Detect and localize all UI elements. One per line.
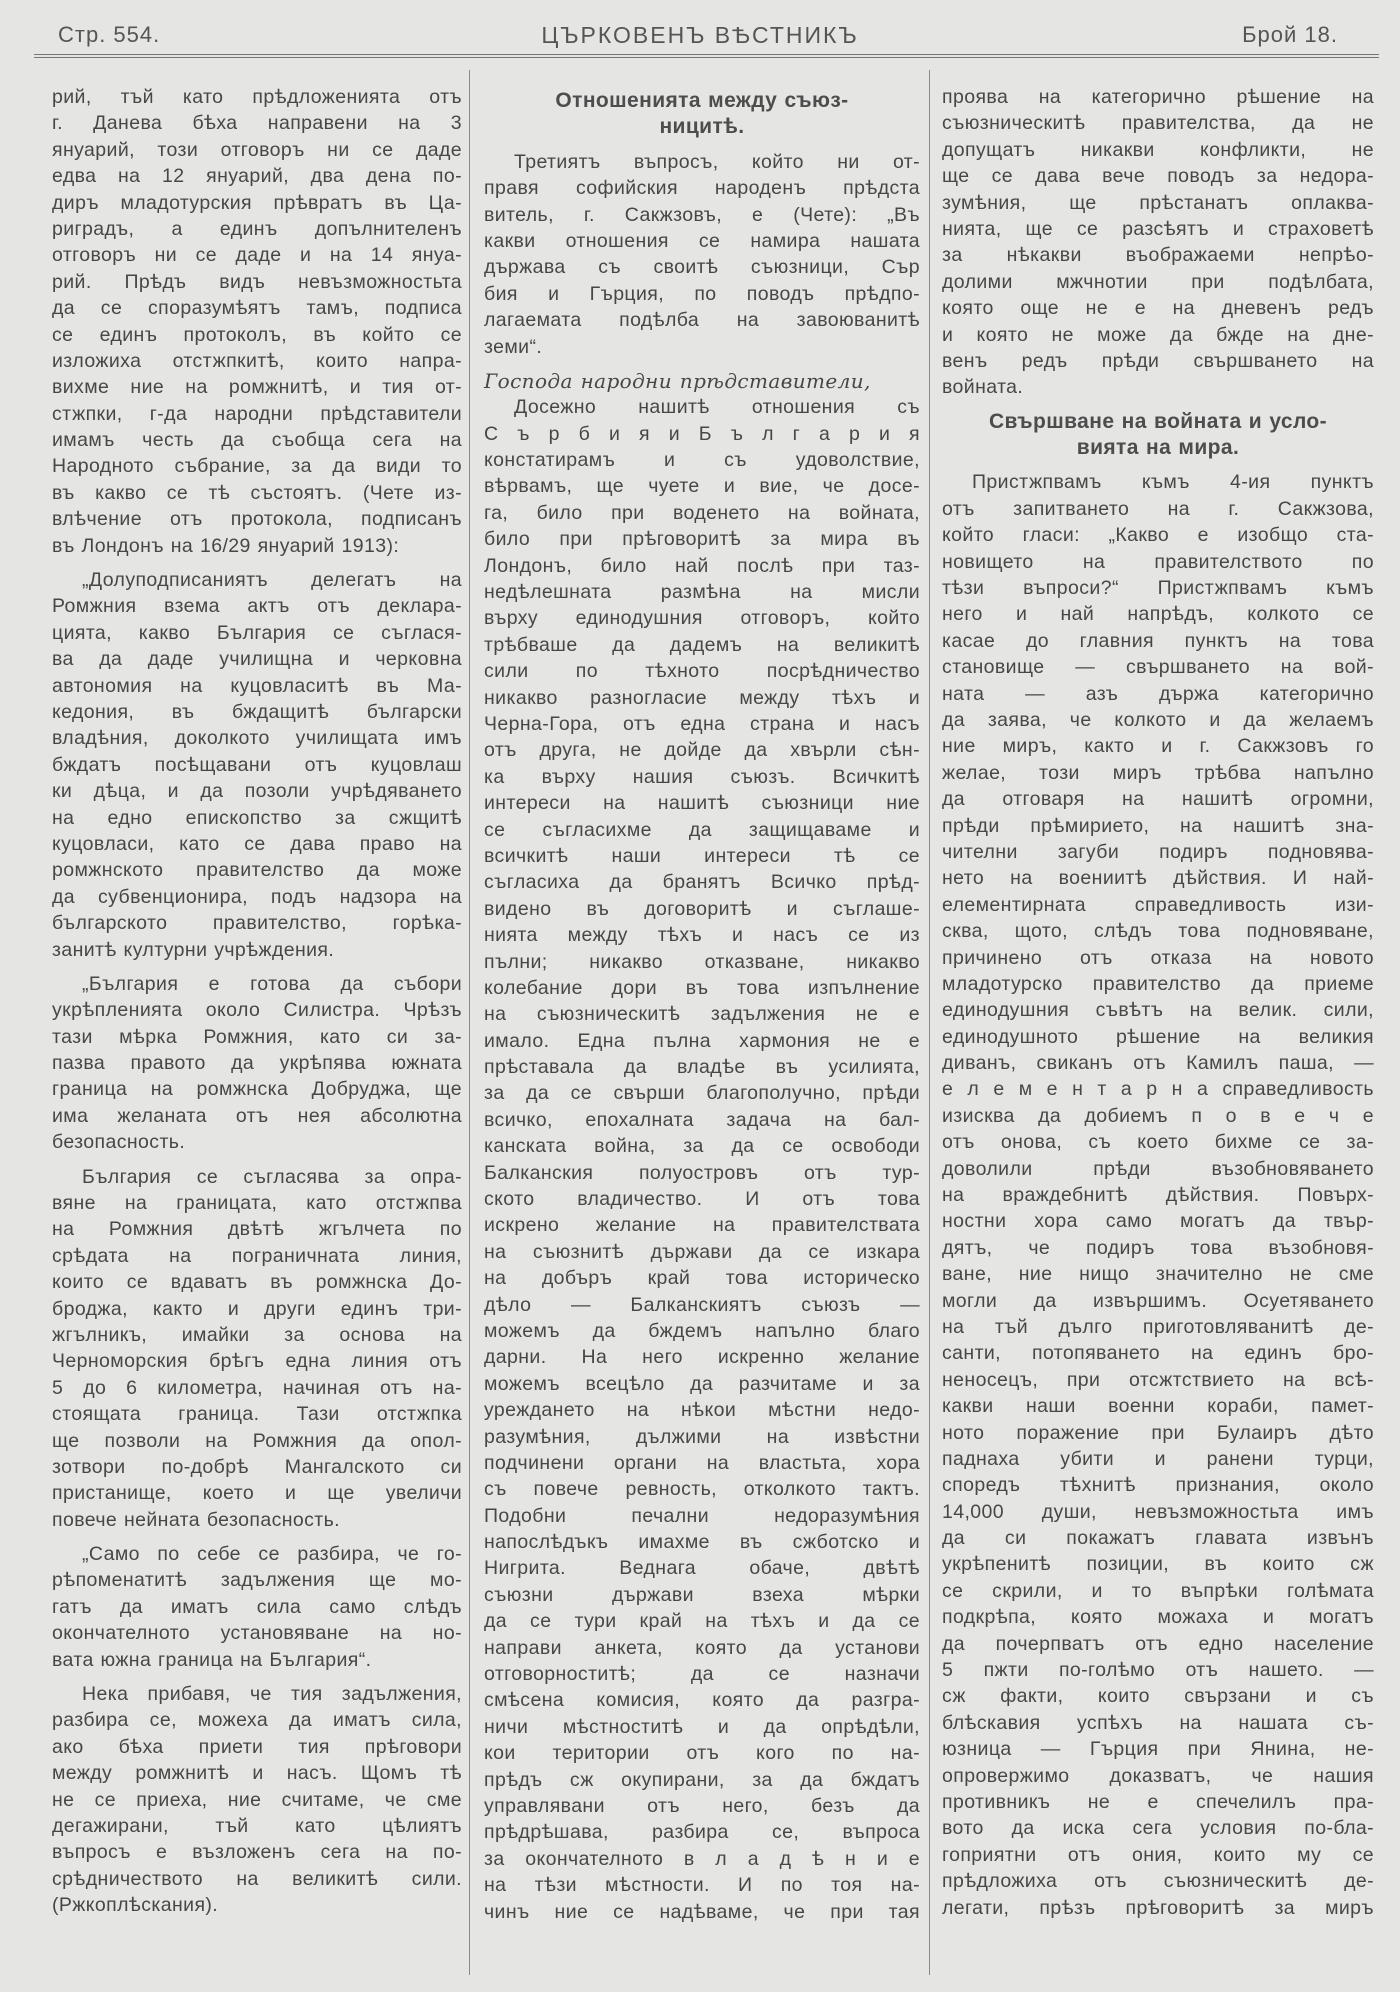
text-line: Отношенията между съюз- (555, 89, 849, 112)
text-line: стоящата граница. Тази отстжпка (52, 1403, 462, 1426)
text-line: за нѣкакви въображаеми непрѣо- (942, 244, 1374, 267)
paragraph (52, 971, 462, 1156)
article-heading (942, 409, 1374, 462)
text-line: рий. Прѣдъ видъ невъзможностьта (52, 270, 462, 293)
text-line: да се споразумѣятъ тамъ, подписа (52, 297, 462, 320)
text-line: лагаемата подѣлба на завоюванитѣ (484, 309, 920, 332)
text-line: противникъ не е спечелилъ пра- (942, 1791, 1374, 1813)
text-line: имамъ честь да съобща сега на (52, 429, 462, 452)
text-line: рѣпоменатитѣ задължения ще мо- (52, 1569, 462, 1592)
text-line: и която не може да бжде на дне- (942, 323, 1374, 346)
text-line: гоприятни отъ ония, които му се (942, 1843, 1374, 1866)
text-line: правя софийския народенъ прѣдста (484, 177, 920, 200)
text-line: ване, ние нищо значително не сме (942, 1263, 1374, 1286)
text-line: становище — свършването на вой- (942, 656, 1374, 679)
text-line: неносецъ, при отсжтствието на всѣ- (942, 1368, 1374, 1391)
text-line: отговоръ ни се даде и на 14 януа- (52, 244, 462, 267)
text-line: Третиятъ въпросъ, който ни от- (514, 150, 920, 173)
text-line: можемъ да бждемъ напълно благо (484, 1319, 920, 1342)
text-line: ромжнското правителство да може (52, 859, 462, 882)
text-line: не се приеха, ние считаме, че сме (52, 1788, 462, 1811)
text-line: ще се дава вече поводъ за недора- (942, 165, 1374, 188)
text-line: на тѣзи мѣстности. И по тоя на- (484, 1874, 920, 1897)
text-line: да отговаря на нашитѣ огромни, (942, 788, 1374, 811)
text-line: разбира се, можеха да иматъ сила, (52, 1709, 462, 1732)
text-line: ще позволи на Ромжния да опол- (52, 1429, 462, 1452)
newspaper-title: ЦЪРКОВЕНЪ ВѢСТНИКЪ (541, 22, 859, 48)
text-line: Пристжпвамъ къмъ 4-ия пунктъ (972, 471, 1374, 494)
text-line: доволили прѣди възобновяването (942, 1157, 1374, 1180)
text-line: вата южна граница на България“. (52, 1648, 372, 1671)
text-line: споредъ тѣхнитѣ признания, около (942, 1474, 1374, 1497)
paragraph (942, 469, 1374, 1920)
text-line: стжпки, г-да народни прѣдставители (52, 402, 462, 425)
column-1 (52, 84, 462, 1927)
text-line: прѣди прѣмирието, на нашитѣ зна- (942, 814, 1374, 837)
text-line: едва на 12 януарий, два дена по- (52, 165, 462, 188)
header-rule (34, 54, 1379, 55)
text-line: сква, щото, слѣдъ това подновяване, (942, 920, 1374, 943)
text-line: която още не е на дневенъ редъ (942, 297, 1374, 320)
text-line: който гласи: „Какво е изобщо ста- (942, 524, 1374, 547)
text-line: вията на мира. (1076, 436, 1240, 460)
column-divider (929, 70, 930, 1975)
text-line: жгълникъ, имайки за основа на (52, 1323, 462, 1346)
text-line: между ромжнитѣ и насъ. Щомъ тѣ (52, 1762, 462, 1785)
text-line: канската война, за да се освободи (484, 1135, 920, 1158)
text-line: колебание дори въ това изпълнение (484, 976, 920, 999)
text-line: всичкитѣ наши интереси тѣ се (484, 844, 920, 867)
text-line: гатъ да иматъ сила само слѣдъ (52, 1595, 462, 1618)
text-line: имало. Една пълна хармония не е (484, 1029, 920, 1052)
text-line: отъ онова, съ което бихме се за- (942, 1131, 1374, 1154)
text-line: ната — азъ държа категорично (942, 682, 1374, 705)
text-line: въпросъ е възложенъ сега на по- (52, 1841, 462, 1864)
text-line: тѣзи въпроси?“ Пристжпвамъ къмъ (942, 577, 1374, 600)
text-line: подчинени органи на властьта, хора (484, 1451, 920, 1474)
text-line: смѣсена комисия, която да разгра- (484, 1689, 920, 1712)
text-line: януарий, този отговоръ ни се даде (52, 138, 462, 161)
text-line: подкрѣпа, която можаха и могатъ (942, 1606, 1374, 1629)
column-3 (942, 84, 1374, 1929)
text-line: ното поражение при Булаиръ дѣто (942, 1421, 1374, 1444)
text-line: отъ друга, не дойде да хвърли сѣн- (484, 739, 920, 762)
text-line: касае до главния пунктъ на това (942, 629, 1374, 652)
text-line: да си покажатъ главата извънъ (942, 1527, 1374, 1550)
text-line: Нигрита. Веднага обаче, двѣтѣ (484, 1557, 920, 1580)
text-line: опровержимо доказватъ, че нашия (942, 1764, 1374, 1787)
paragraph (52, 1164, 462, 1533)
text-line: желае, този миръ трѣбва напълно (942, 761, 1374, 784)
text-line: България се съгласява за опра- (82, 1165, 462, 1188)
text-line: искрено желание на правителствата (484, 1214, 920, 1237)
text-line: Балканския полуостровъ отъ тур- (484, 1161, 920, 1184)
text-line: уреждането на нѣкои мѣстни недо- (484, 1399, 920, 1422)
text-line: влѣчение отъ протокола, подписанъ (52, 508, 462, 531)
salutation (484, 368, 920, 394)
text-line: изложиха отстжпкитѣ, които напра- (52, 349, 462, 372)
text-line: управлявани отъ него, безъ да (484, 1795, 920, 1817)
text-line: вѣрвамъ, ще чуете и вие, че досе- (484, 475, 920, 498)
text-line: прѣдъ сж окупирани, за да бждатъ (484, 1768, 920, 1791)
text-line: диванъ, свиканъ отъ Камилъ паша, — (942, 1052, 1374, 1075)
text-line: паднаха убити и ранени турци, (942, 1447, 1374, 1470)
text-line: окончателното установяване на но- (52, 1622, 462, 1645)
text-line: Нека прибавя, че тия задължения, (82, 1683, 462, 1706)
text-line: вото да иска сега условия по-бла- (942, 1817, 1374, 1840)
text-line: куцовласи, като се дава право на (52, 832, 462, 855)
text-line: отговорноститѣ; да се назначи (484, 1663, 920, 1686)
text-line: 5 до 6 километра, начиная отъ на- (52, 1376, 462, 1399)
text-line: да заява, че колкото и да желаемъ (942, 708, 1374, 731)
text-line: на добъръ край това историческо (484, 1267, 920, 1290)
column-2 (484, 88, 920, 1933)
text-line: на враждебнитѣ дѣйствия. Повърх- (942, 1184, 1374, 1207)
text-line: какви отношения се намира нашата (484, 229, 920, 252)
text-line: кои територии отъ кого по на- (484, 1742, 920, 1765)
paragraph (484, 149, 920, 360)
text-line: можемъ всецѣло да разчитаме и за (484, 1372, 920, 1395)
text-line: ако бѣха приети тия прѣговори (52, 1735, 462, 1758)
text-line: причинено отъ отказа на новото (942, 946, 1374, 969)
text-line: кедония, въ бждащитѣ български (52, 700, 462, 723)
text-line: да субвенционира, подъ надзора на (52, 885, 462, 908)
text-line: нията между тѣхъ и насъ се из (484, 924, 920, 947)
text-line: Лондонъ, било най послѣ при таз- (484, 554, 920, 577)
text-line: които се вдаватъ въ ромжнска До- (52, 1271, 462, 1294)
text-line: тази мѣрка Ромжния, като си за- (52, 1025, 462, 1048)
text-line: съ повече ревность, отколкото тактъ. (484, 1478, 920, 1501)
text-line: трѣбваше да дадемъ на великитѣ (484, 633, 920, 656)
text-line: срѣдничеството на великитѣ сили. (52, 1867, 462, 1890)
text-line: 14,000 души, невъзможностьта имъ (942, 1500, 1374, 1523)
text-line: ка върху нашия съюзъ. Всичкитѣ (484, 765, 920, 788)
paragraph (942, 84, 1374, 401)
text-line: сж факти, които свързани и съ (942, 1685, 1374, 1708)
text-line: чителни загуби подиръ подновява- (942, 840, 1374, 863)
text-line: блѣскавия успѣхъ на нашата съ- (942, 1711, 1374, 1734)
text-line: витель, г. Сакжзовъ, е (Чете): „Въ (484, 203, 920, 226)
text-line: разумѣния, дължими на извѣстни (484, 1425, 920, 1448)
text-line: венъ редъ прѣди свършването на (942, 349, 1374, 372)
text-line: единодушното рѣшение на великия (942, 1025, 1374, 1048)
text-line: могли да извършимъ. Осуетяването (942, 1289, 1374, 1312)
text-line: (Ржкоплѣскания). (52, 1894, 219, 1917)
text-line: да се тури край на тѣхъ и да се (484, 1610, 920, 1633)
text-line: ностни хора само могатъ да твър- (942, 1210, 1374, 1233)
text-line: било при прѣговоритѣ за мира въ (484, 528, 920, 551)
text-line: автономия на куцовласитѣ въ Ма- (52, 674, 462, 697)
text-line: броджа, както и други единъ три- (52, 1297, 462, 1320)
text-line: граница на ромжнска Добруджа, ще (52, 1078, 462, 1101)
text-line: зотвори по-добрѣ Мангалското си (52, 1455, 462, 1478)
text-line: санти, потопяването на единъ бро- (942, 1342, 1374, 1365)
text-line: на Ромжния двѣтѣ жгълчета по (52, 1218, 462, 1241)
text-line: държава съ своитѣ съюзници, Сър (484, 256, 920, 279)
text-line: прѣставала да владѣе въ усилията, (484, 1056, 920, 1079)
text-line: пълни; никакво отказване, никакво (484, 950, 920, 973)
text-line: дарни. На него искренно желание (484, 1346, 920, 1369)
text-line: допущатъ никакви конфликти, не (942, 138, 1374, 161)
text-line: въ Лондонъ на 16/29 януарий 1913): (52, 534, 400, 557)
issue-number: Брой 18. (1242, 22, 1338, 47)
text-line: на съюзнитѣ държави да се изкара (484, 1240, 920, 1263)
text-line: видено въ договоритѣ и съглаше- (484, 897, 920, 920)
text-line: съюзническитѣ правителства, да не (942, 112, 1374, 135)
text-line: диръ младотурския прѣвратъ въ Ца- (52, 191, 462, 214)
text-line: никакво разногласие между тѣхъ и (484, 686, 920, 709)
text-line: се единъ протоколъ, въ който се (52, 323, 462, 346)
header-rule-double (34, 57, 1379, 58)
text-line: нията, ще се разсѣятъ и страховетѣ (942, 217, 1374, 240)
text-line: направи анкета, която да установи (484, 1636, 920, 1659)
text-line: вихме ние на ромжнитѣ, и тия от- (52, 376, 462, 399)
text-line: га, било при воденето на войната, (484, 501, 920, 524)
text-line: прѣдрѣшава, разбира се, въпроса (484, 1821, 920, 1844)
text-line: новището на правителството по (942, 550, 1374, 573)
text-line: дѣло — Балканскиятъ съюзъ — (484, 1293, 920, 1316)
text-line: ницитѣ. (659, 115, 745, 139)
text-line: върху единодушния отговоръ, който (484, 607, 920, 630)
text-line: отъ запитването на г. Сакжзова, (942, 497, 1374, 520)
text-line: има желаната отъ нея абсолютна (52, 1104, 462, 1127)
text-line: Подобни печални недоразумѣния (484, 1504, 920, 1527)
text-line: риградъ, а единъ допълнителенъ (52, 217, 462, 240)
text-line: ки дѣца, и да позоли учрѣдяването (52, 780, 462, 803)
text-line: единодушния съвѣтъ на велик. сили, (942, 999, 1374, 1022)
text-line: недѣлешната размѣна на мисли (484, 581, 920, 604)
text-line: какви наши военни кораби, памет- (942, 1395, 1374, 1418)
text-line: проява на категорично рѣшение на (942, 86, 1374, 108)
text-line: на едно епископство за сжщитѣ (52, 806, 462, 829)
paragraph (52, 1681, 462, 1919)
text-line: земи“. (484, 335, 543, 358)
text-line: укрѣпенитѣ позиции, въ които сж (942, 1553, 1374, 1576)
text-line: Ромжния взема актъ отъ деклара- (52, 595, 462, 618)
paragraph (52, 1541, 462, 1673)
text-line: съгласиха да бранятъ Всичко прѣд- (484, 871, 920, 894)
text-line: С ъ р б и я и Б ъ л г а р и я (484, 422, 920, 445)
text-line: младотурско правителство да приеме (942, 972, 1374, 995)
text-line: войната. (942, 376, 1024, 399)
text-line: съюзни държави взеха мѣрки (484, 1583, 920, 1606)
text-line: срѣдата на пограничната линия, (52, 1244, 462, 1267)
text-line: владѣния, доколкото училищата имъ (52, 727, 462, 750)
page-number: Стр. 554. (58, 22, 161, 47)
text-line: за окончателното в л а д ѣ н и е (484, 1847, 920, 1870)
text-line: занитѣ културни учрѣждения. (52, 938, 335, 961)
text-line: дятъ, че подиръ това възобновя- (942, 1236, 1374, 1259)
text-line: се съгласихме да защищаваме и (484, 818, 920, 841)
text-line: се скрили, и то въпрѣки голѣмата (942, 1579, 1374, 1602)
text-line: сили по тѣхното посрѣдничество (484, 660, 920, 683)
text-line: пристанище, което и ще увеличи (52, 1482, 462, 1505)
text-line: дегажирани, тъй като цѣлиятъ (52, 1815, 462, 1837)
text-line: изисква да добиемъ п о в е ч е (942, 1104, 1374, 1127)
text-line: Свършване на войната и усло- (988, 409, 1328, 433)
text-line: зумѣния, ще прѣстанатъ оплаква- (942, 191, 1374, 214)
text-line: да почерпватъ отъ едно население (942, 1632, 1374, 1655)
text-line: на съюзническитѣ задължения не е (484, 1003, 920, 1026)
text-line: укрѣпленията около Силистра. Чрѣзъ (52, 999, 462, 1022)
text-line: Досежно нашитѣ отношения съ (514, 396, 920, 419)
text-line: него и най напрѣдъ, колкото се (942, 603, 1374, 626)
text-line: повече нейната безопасность. (52, 1508, 340, 1531)
paragraph (52, 567, 462, 963)
text-line: всичко, епохалната задача на бал- (484, 1108, 920, 1131)
text-line: ние миръ, както и г. Сакжзовъ го (942, 735, 1374, 758)
text-line: вяне на границата, като отстжпва (52, 1192, 462, 1215)
column-divider (469, 70, 470, 1975)
text-line: безопасность. (52, 1131, 186, 1154)
article-heading (484, 88, 920, 141)
text-line: бждатъ посѣщавани отъ куцовлаш (52, 753, 462, 776)
text-line: българското правителство, горѣка- (52, 912, 462, 935)
text-line: юзница — Гърция при Янина, не- (942, 1738, 1374, 1761)
paragraph (484, 394, 920, 1925)
text-line: нето на воениитѣ дѣйствия. И най- (942, 867, 1374, 890)
text-line: легати, прѣзъ прѣговоритѣ за миръ (942, 1896, 1374, 1919)
text-line: е л е м е н т а р н а справедливость (942, 1078, 1374, 1101)
text-line: на тъй дълго приготовляванитѣ де- (942, 1315, 1374, 1338)
text-line: „България е готова да събори (82, 972, 462, 995)
text-line: елементирната справедливость изи- (942, 893, 1374, 916)
text-line: за да се свърши благополучно, прѣди (484, 1082, 920, 1105)
text-line: Черноморския брѣгъ една линия отъ (52, 1350, 462, 1373)
text-line: Народното събрание, за да види то (52, 455, 462, 478)
paragraph (52, 84, 462, 559)
text-line: Господа народни прѣдставители, (484, 368, 871, 393)
text-line: чинъ ние се надѣваме, че при тая (484, 1900, 920, 1923)
text-line: въ какво се тѣ състоятъ. (Чете из- (52, 481, 462, 504)
text-line: цията, какво България се съглася- (52, 621, 462, 644)
text-line: „Само по себе се разбира, че го- (82, 1543, 462, 1566)
text-line: долими мжчнотии при подѣлбата, (942, 270, 1374, 293)
text-line: Черна-Гора, отъ една страна и насъ (484, 712, 920, 735)
text-line: бия и Гърция, по поводъ прѣдпо- (484, 282, 920, 305)
text-line: констатирамъ и съ удоволствие, (484, 449, 920, 472)
text-line: г. Данева бѣха направени на 3 (52, 112, 462, 135)
text-line: пазва правото да укрѣпява южната (52, 1052, 462, 1075)
text-line: ското владичество. И отъ това (484, 1188, 920, 1211)
text-line: „Долуподписаниятъ делегатъ на (82, 569, 462, 592)
text-line: ва да даде училищна и черковна (52, 648, 462, 671)
text-line: напослѣдъкъ имахме въ сжботско и (484, 1531, 920, 1554)
text-line: интереси на нашитѣ съюзници ние (484, 792, 920, 815)
text-line: рий, тъй като прѣдложенията отъ (52, 86, 462, 108)
text-line: ничи мѣстноститѣ и да опрѣдѣли, (484, 1715, 920, 1738)
text-line: 5 пжти по-голѣмо отъ нашето. — (942, 1659, 1374, 1682)
text-line: прѣдложиха отъ съюзническитѣ де- (942, 1870, 1374, 1893)
